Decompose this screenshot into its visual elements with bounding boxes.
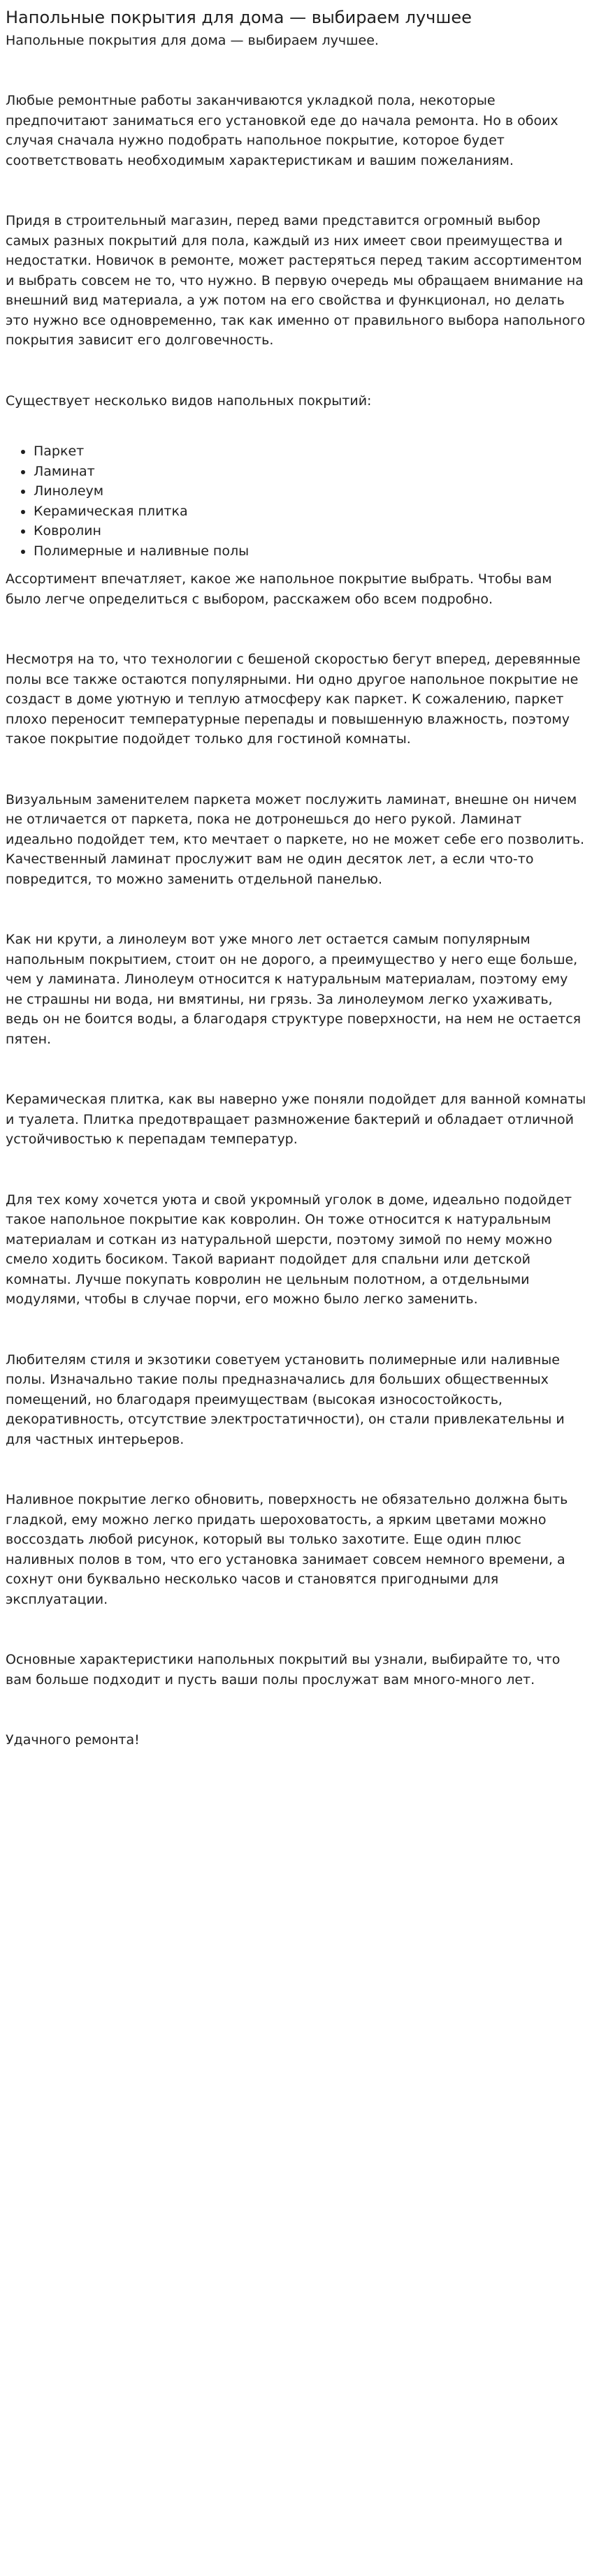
paragraph-carpet: Для тех кому хочется уюта и свой укромный уголок в доме, идеально подойдет такое напольное покрытие как ковролин. Он тоже относится к натуральным материалам и соткан из натуральной шерсти, поэтому зимой по нему можно смело ходить босиком. Такой вариант подойдет для спальни или детской комнаты. Лучше покупать ковролин не цельным полотном, а отдельными модулями, чтобы в случае порчи, его можно было легко заменить. (6, 1192, 572, 1307)
spacer (6, 609, 586, 650)
paragraph-tile: Керамическая плитка, как вы наверно уже поняли подойдет для ванной комнаты и туалета. Плитка предотвращает размножение бактерий и обладает отличной устойчивостью к перепадам температур. (6, 1092, 586, 1147)
list-item: • Полимерные и наливные полы (34, 541, 586, 562)
article-title: Напольные покрытия для дома — выбираем лучшее (6, 8, 472, 27)
paragraph-laminate: Визуальным заменителем паркета может послужить ламинат, внешне он ничем не отличается от паркета, пока не дотронешься до него рукой. Ламинат идеально подойдет тем, кто мечтает о паркете, но не может себе его позволить. Качественный ламинат прослужит вам не один десяток лет, а если что-то повредится, то можно заменить отдельной панелью. (6, 791, 585, 887)
list-item: • Паркет (34, 441, 586, 462)
list-item: • Линолеум (34, 481, 586, 502)
spacer (6, 1310, 586, 1350)
spacer (6, 1150, 586, 1190)
floor-types-list (6, 441, 586, 561)
list-item: • Ковролин (34, 521, 586, 541)
paragraph-assortment: Ассортимент впечатляет, какое же напольное покрытие выбрать. Чтобы вам было легче определиться с выбором, расскажем обо всем подробно. (6, 571, 552, 607)
spacer (6, 50, 586, 91)
paragraph-self-leveling: Наливное покрытие легко обновить, поверхность не обязательно должна быть гладкой, ему можно легко придать шероховатость, а ярким цветами можно воссоздать любой рисунок, который вы только захотите. Еще один плюс наливных полов в том, что его установка занимает совсем немного времени, а сохнут они буквально несколько часов и становятся пригодными для эксплуатации. (6, 1492, 568, 1607)
paragraph-polymer: Любителям стиля и экзотики советуем установить полимерные или наливные полы. Изначально такие полы предназначались для больших общественных помещений, но благодаря преимуществам (высокая износостойкость, декоративность, отсутствие электростатичности), он стали привлекательны и для частных интерьеров. (6, 1352, 565, 1447)
spacer (6, 351, 586, 391)
spacer (6, 749, 586, 790)
list-item: • Керамическая плитка (34, 502, 586, 522)
paragraph-types-intro: Существует несколько видов напольных покрытий: (6, 393, 372, 409)
paragraph-store: Придя в строительный магазин, перед вами представится огромный выбор самых разных покрытий для пола, каждый из них имеет свои преимущества и недостатки. Новичок в ремонте, может растеряться перед таким ассортиментом и выбрать совсем не то, что нужно. В первую очередь мы обращаем внимание на внешний вид материала, а уж потом на его свойства и функционал, но делать это нужно все одновременно, так как именно от правильного выбора напольного покрытия зависит его долговечность. (6, 213, 586, 348)
list-item: • Ламинат (34, 462, 586, 482)
paragraph-farewell: Удачного ремонта! (6, 1732, 140, 1748)
paragraph-intro: Любые ремонтные работы заканчиваются укладкой пола, некоторые предпочитают заниматься его установкой еде до начала ремонта. Но в обоих случая сначала нужно подобрать напольное покрытие, которое будет соответствовать необходимым характеристикам и вашим пожеланиям. (6, 93, 558, 168)
spacer (6, 561, 586, 569)
spacer (6, 170, 586, 211)
spacer (6, 889, 586, 930)
paragraph-linoleum: Как ни крути, а линолеум вот уже много лет остается самым популярным напольным покрытием, стоит он не дорого, а преимущество у него еще больше, чем у ламината. Линолеум относится к натуральным материалам, поэтому ему не страшны ни вода, ни вмятины, ни грязь. За линолеумом легко ухаживать, ведь он не боится воды, а благодаря структуре поверхности, на нем не остается пятен. (6, 932, 582, 1047)
spacer (6, 1609, 586, 1650)
paragraph-conclusion: Основные характеристики напольных покрытий вы узнали, выбирайте то, что вам больше подходит и пусть ваши полы прослужат вам много-много лет. (6, 1652, 561, 1688)
spacer (6, 1049, 586, 1090)
article-subtitle: Напольные покрытия для дома — выбираем лучшее. (6, 33, 379, 48)
spacer (6, 1690, 586, 1730)
paragraph-parquet: Несмотря на то, что технологии с бешеной скоростью бегут вперед, деревянные полы все также остаются популярными. Ни одно другое напольное покрытие не создаст в доме уютную и теплую атмосферу как паркет. К сожалению, паркет плохо переносит температурные перепады и повышенную влажность, поэтому такое покрытие подойдет только для гостиной комнаты. (6, 652, 581, 747)
spacer (6, 1449, 586, 1490)
spacer (6, 411, 586, 441)
